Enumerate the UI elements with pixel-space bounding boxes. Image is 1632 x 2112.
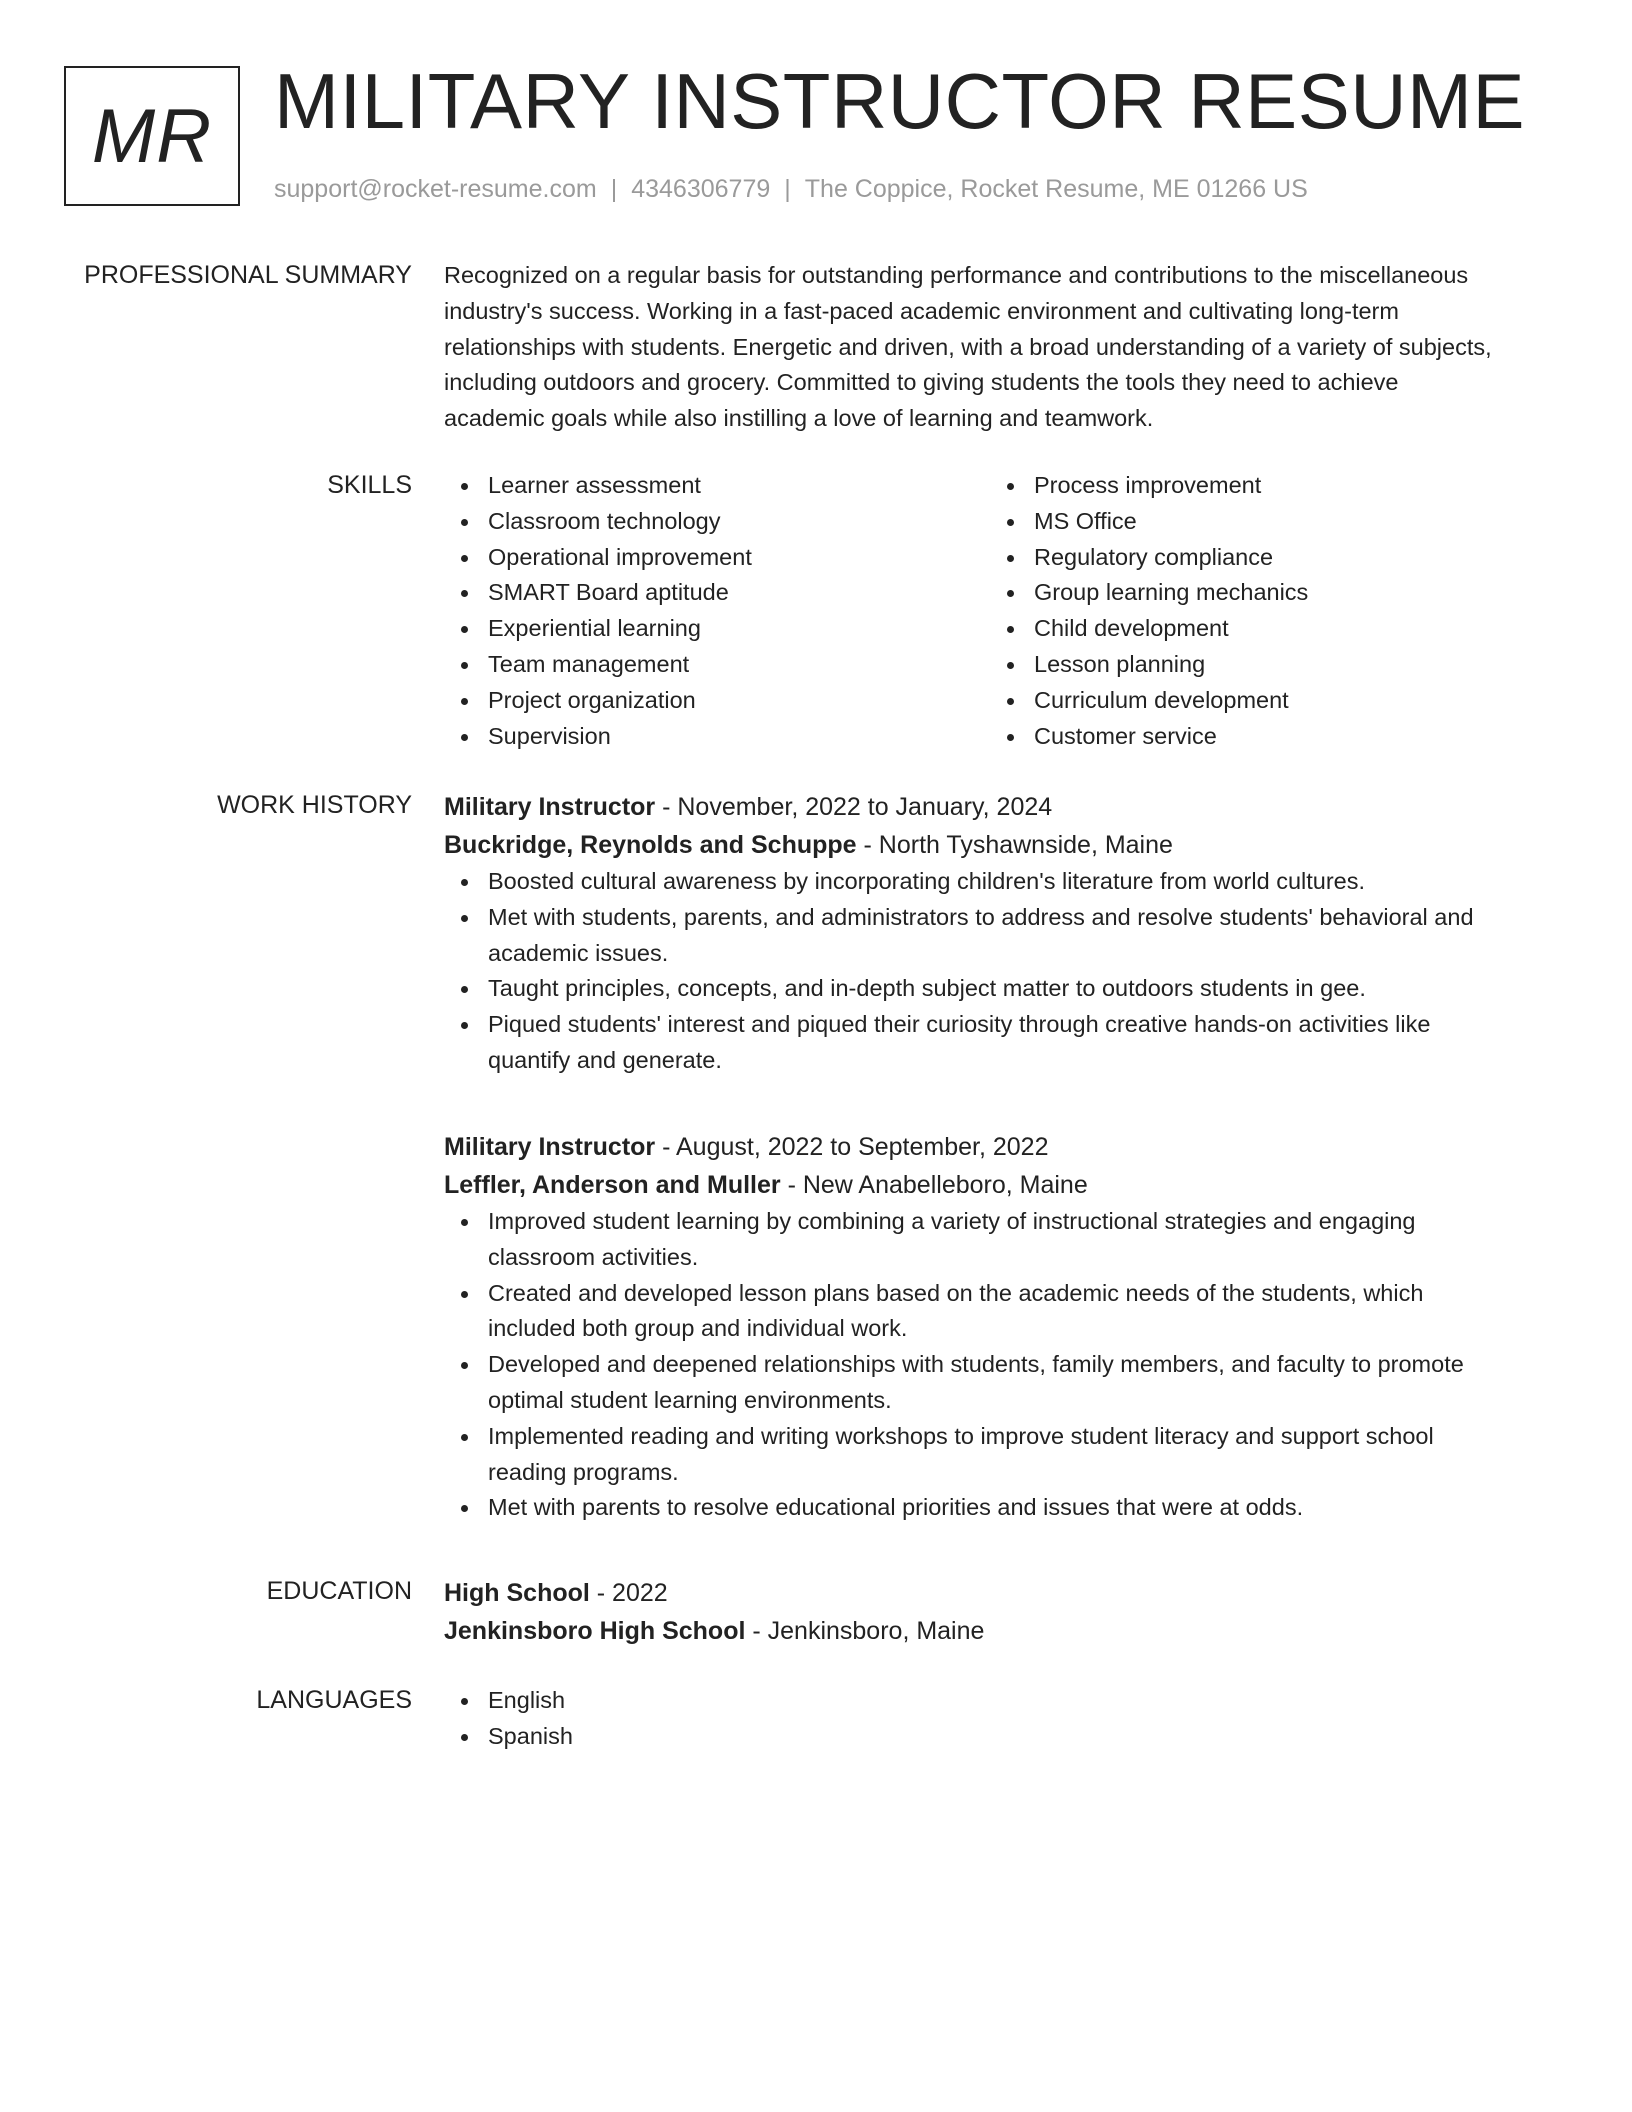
- monogram-initials: MR: [91, 93, 213, 179]
- contact-separator: |: [610, 175, 618, 203]
- skill-item: Regulatory compliance: [990, 540, 1536, 576]
- skills-columns: [444, 468, 1556, 754]
- bullet-line: Improved student learning by combining a variety of instructional strategies and engaging: [488, 1208, 1416, 1234]
- skill-item: Supervision: [444, 719, 990, 755]
- job-bullet: [444, 1007, 1556, 1079]
- bullet-line: reading programs.: [488, 1458, 679, 1485]
- job-title-line: [444, 788, 1556, 826]
- skill-item: Experiential learning: [444, 611, 990, 647]
- summary-line: Recognized on a regular basis for outstanding performance and contributions to the miscellaneous: [444, 262, 1469, 288]
- job-entry: [444, 1128, 1556, 1526]
- languages-list-wrap: [444, 1683, 1556, 1755]
- job-company: Leffler, Anderson and Muller: [444, 1171, 781, 1199]
- skill-item: MS Office: [990, 504, 1536, 540]
- summary-line: including outdoors and grocery. Committed to giving students the tools they need to achieve: [444, 369, 1399, 396]
- skill-item: Project organization: [444, 683, 990, 719]
- job-dates: - August, 2022 to September, 2022: [655, 1133, 1049, 1161]
- section-label-work: WORK HISTORY: [217, 791, 412, 819]
- section-label-languages: LANGUAGES: [256, 1686, 412, 1714]
- monogram-badge: [64, 66, 240, 206]
- contact-email[interactable]: support@rocket-resume.com: [274, 175, 597, 203]
- summary-text: [444, 258, 1556, 437]
- summary-line: academic goals while also instilling a love of learning and teamwork.: [444, 405, 1154, 432]
- job-company-line: [444, 1166, 1556, 1204]
- job-bullet: [444, 1490, 1556, 1526]
- job-bullet-list: [444, 864, 1556, 1079]
- job-company: Buckridge, Reynolds and Schuppe: [444, 831, 857, 859]
- bullet-line: classroom activities.: [488, 1243, 699, 1270]
- bullet-line: quantify and generate.: [488, 1046, 722, 1073]
- skill-item: Customer service: [990, 719, 1536, 755]
- bullet-line: Piqued students' interest and piqued their curiosity through creative hands-on activities like: [488, 1011, 1431, 1038]
- bullet-line: Taught principles, concepts, and in-depth subject matter to outdoors students in gee.: [488, 975, 1366, 1002]
- contact-address: The Coppice, Rocket Resume, ME 01266 US: [804, 175, 1308, 203]
- skills-list-left: [444, 468, 990, 754]
- education-degree: High School: [444, 1579, 590, 1607]
- bullet-line: Developed and deepened relationships with students, family members, and faculty to promote: [488, 1351, 1464, 1378]
- job-company-line: [444, 826, 1556, 864]
- job-bullet: [444, 864, 1556, 900]
- bullet-line: Met with parents to resolve educational priorities and issues that were at odds.: [488, 1494, 1304, 1521]
- skill-item: Operational improvement: [444, 540, 990, 576]
- job-title: Military Instructor: [444, 1133, 656, 1161]
- section-label-education: EDUCATION: [266, 1577, 412, 1605]
- section-label-summary: PROFESSIONAL SUMMARY: [84, 261, 412, 289]
- education-location: - Jenkinsboro, Maine: [745, 1617, 985, 1645]
- skills-list-right: [990, 468, 1536, 754]
- job-bullet: [444, 1276, 1556, 1348]
- section-label-skills: SKILLS: [327, 471, 412, 499]
- bullet-line: academic issues.: [488, 939, 669, 966]
- job-bullet: [444, 1204, 1556, 1276]
- education-year: - 2022: [589, 1579, 668, 1607]
- job-location: - North Tyshawnside, Maine: [856, 831, 1173, 859]
- job-bullet: [444, 1347, 1556, 1419]
- skill-item: Child development: [990, 611, 1536, 647]
- summary-line: industry's success. Working in a fast-paced academic environment and cultivating long-term: [444, 297, 1399, 324]
- bullet-line: included both group and individual work.: [488, 1315, 908, 1342]
- education-degree-line: [444, 1574, 1556, 1612]
- resume-title: MILITARY INSTRUCTOR RESUME: [274, 57, 1526, 145]
- job-location: - New Anabelleboro, Maine: [780, 1171, 1088, 1199]
- bullet-line: Created and developed lesson plans based on the academic needs of the students, which: [488, 1279, 1424, 1306]
- summary-line: relationships with students. Energetic and driven, with a broad understanding of a variety of subjects,: [444, 333, 1492, 360]
- skill-item: Team management: [444, 647, 990, 683]
- contact-phone[interactable]: 4346306779: [631, 175, 771, 203]
- bullet-line: Boosted cultural awareness by incorporating children's literature from world cultures.: [488, 868, 1366, 894]
- job-bullet-list: [444, 1204, 1556, 1526]
- contact-line: [274, 174, 1308, 204]
- skill-item: Curriculum development: [990, 683, 1536, 719]
- skill-item: Lesson planning: [990, 647, 1536, 683]
- education-school: Jenkinsboro High School: [444, 1617, 746, 1645]
- bullet-line: optimal student learning environments.: [488, 1386, 892, 1413]
- skill-item: SMART Board aptitude: [444, 575, 990, 611]
- education-school-line: [444, 1612, 1556, 1650]
- bullet-line: Met with students, parents, and administrators to address and resolve students' behavioral and: [488, 903, 1474, 930]
- skill-item: Classroom technology: [444, 504, 990, 540]
- skill-item: Learner assessment: [444, 468, 990, 504]
- job-dates: - November, 2022 to January, 2024: [655, 793, 1053, 821]
- job-entry: [444, 788, 1556, 1079]
- job-title-line: [444, 1128, 1556, 1166]
- skill-item: Group learning mechanics: [990, 575, 1536, 611]
- language-item: Spanish: [444, 1719, 1556, 1755]
- education-entry: [444, 1574, 1556, 1650]
- bullet-line: Implemented reading and writing workshops to improve student literacy and support school: [488, 1422, 1434, 1449]
- job-bullet: [444, 900, 1556, 972]
- job-bullet: [444, 971, 1556, 1007]
- job-title: Military Instructor: [444, 793, 656, 821]
- contact-separator: |: [784, 175, 791, 203]
- job-bullet: [444, 1419, 1556, 1491]
- skill-item: Process improvement: [990, 468, 1536, 504]
- languages-list: [444, 1683, 1556, 1755]
- language-item: English: [444, 1683, 1556, 1719]
